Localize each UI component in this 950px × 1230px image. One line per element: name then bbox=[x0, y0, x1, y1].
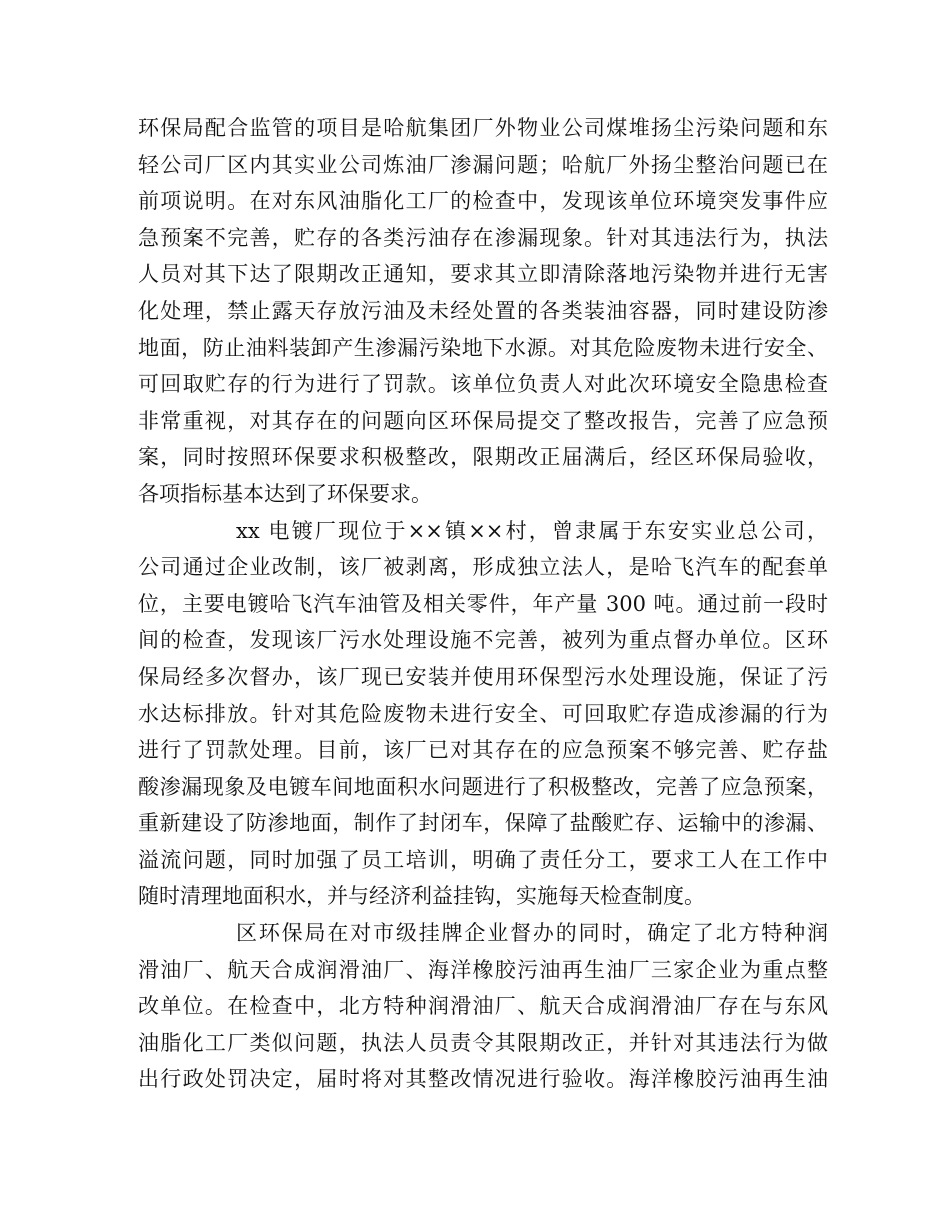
text-line: 保局经多次督办，该厂现已安装并使用环保型污水处理设施，保证了污 bbox=[138, 664, 828, 689]
text-line: 改单位。在检查中，北方特种润滑油厂、航天合成润滑油厂存在与东风 bbox=[138, 994, 828, 1019]
text-line: 各项指标基本达到了环保要求。 bbox=[138, 481, 432, 506]
text-line: 随时清理地面积水，并与经济利益挂钩，实施每天检查制度。 bbox=[138, 884, 705, 909]
text-line: 案，同时按照环保要求积极整改，限期改正届满后，经区环保局验收， bbox=[138, 445, 828, 470]
paragraph-2 bbox=[138, 513, 828, 916]
text-line: 重新建设了防渗地面，制作了封闭车，保障了盐酸贮存、运输中的渗漏、 bbox=[138, 811, 828, 836]
text-line: xx 电镀厂现位于××镇××村，曾隶属于东安实业总公司， bbox=[236, 518, 828, 543]
text-line: 水达标排放。针对其危险废物未进行安全、可回取贮存造成渗漏的行为 bbox=[138, 701, 828, 726]
text-line: 化处理，禁止露天存放污油及未经处置的各类装油容器，同时建设防渗 bbox=[138, 298, 828, 323]
text-line: 间的检查，发现该厂污水处理设施不完善，被列为重点督办单位。区环 bbox=[138, 628, 828, 653]
text-line: 位，主要电镀哈飞汽车油管及相关零件，年产量 300 吨。通过前一段时 bbox=[138, 591, 828, 616]
text-line: 酸渗漏现象及电镀车间地面积水问题进行了积极整改，完善了应急预案， bbox=[138, 774, 828, 799]
document-body bbox=[138, 110, 828, 1098]
text-line: 溢流问题，同时加强了员工培训，明确了责任分工，要求工人在工作中 bbox=[138, 847, 828, 872]
text-line: 公司通过企业改制，该厂被剥离，形成独立法人，是哈飞汽车的配套单 bbox=[138, 555, 828, 580]
text-line: 区环保局在对市级挂牌企业督办的同时，确定了北方特种润 bbox=[236, 921, 828, 946]
text-line: 进行了罚款处理。目前，该厂已对其存在的应急预案不够完善、贮存盐 bbox=[138, 738, 828, 763]
text-line: 前项说明。在对东风油脂化工厂的检查中，发现该单位环境突发事件应 bbox=[138, 189, 828, 214]
text-line: 出行政处罚决定，届时将对其整改情况进行验收。海洋橡胶污油再生油 bbox=[138, 1067, 828, 1092]
text-line: 可回取贮存的行为进行了罚款。该单位负责人对此次环境安全隐患检查 bbox=[138, 372, 828, 397]
text-line: 轻公司厂区内其实业公司炼油厂渗漏问题；哈航厂外扬尘整治问题已在 bbox=[138, 152, 828, 177]
paragraph-1 bbox=[138, 110, 828, 513]
text-line: 急预案不完善，贮存的各类污油存在渗漏现象。针对其违法行为，执法 bbox=[138, 225, 828, 250]
paragraph-3 bbox=[138, 915, 828, 1098]
text-line: 油脂化工厂类似问题，执法人员责令其限期改正，并针对其违法行为做 bbox=[138, 1030, 828, 1055]
text-line: 环保局配合监管的项目是哈航集团厂外物业公司煤堆扬尘污染问题和东 bbox=[138, 116, 828, 140]
text-line: 滑油厂、航天合成润滑油厂、海洋橡胶污油再生油厂三家企业为重点整 bbox=[138, 957, 828, 982]
text-line: 人员对其下达了限期改正通知，要求其立即清除落地污染物并进行无害 bbox=[138, 262, 828, 287]
text-line: 地面，防止油料装卸产生渗漏污染地下水源。对其危险废物未进行安全、 bbox=[138, 335, 828, 360]
text-line: 非常重视，对其存在的问题向区环保局提交了整改报告，完善了应急预 bbox=[138, 408, 828, 433]
